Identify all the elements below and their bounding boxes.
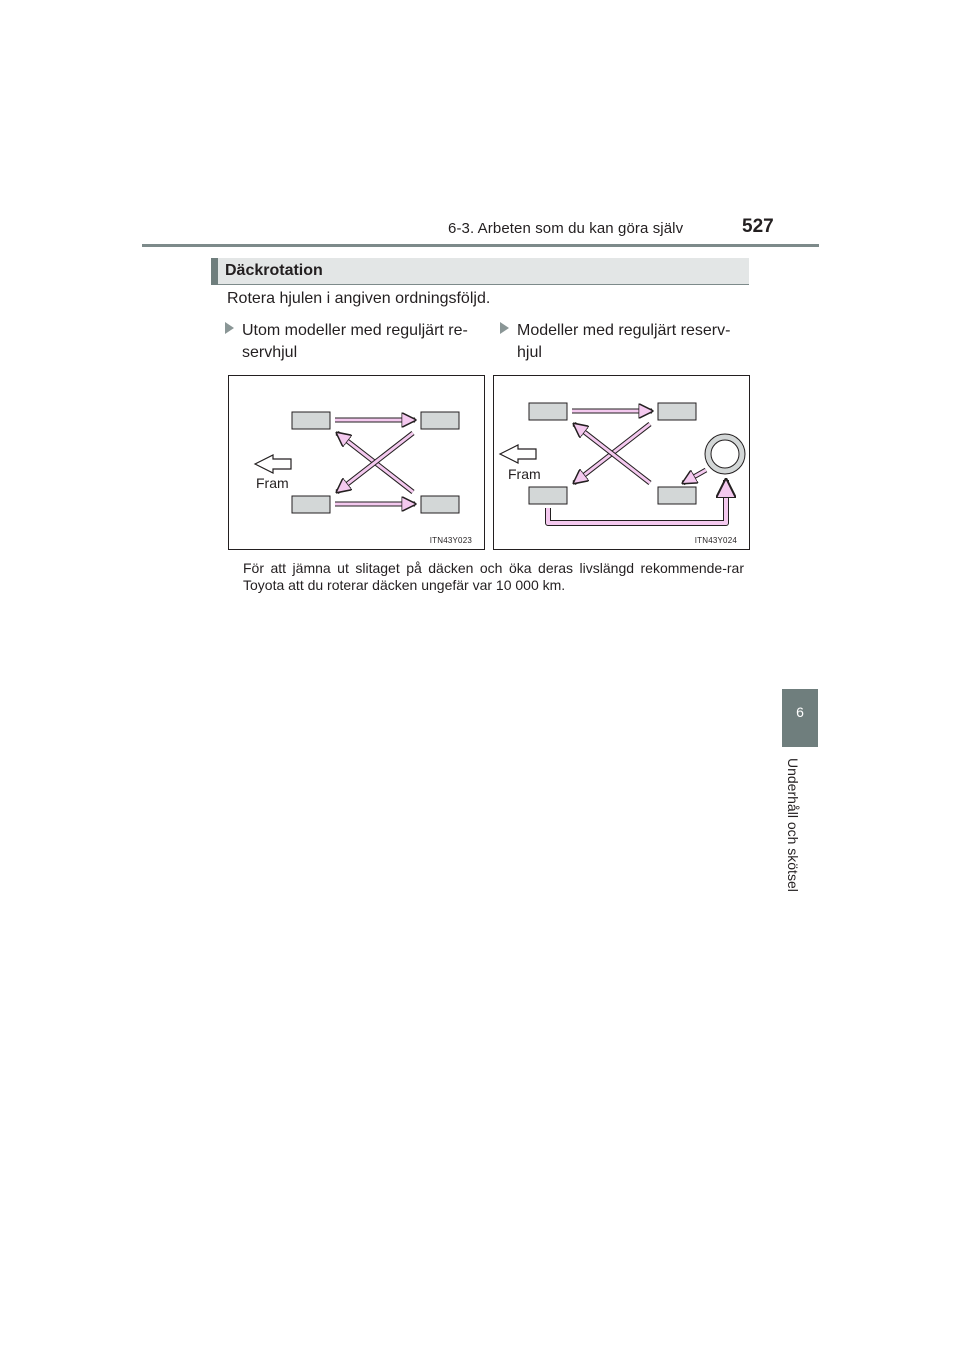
rear-left-tire (292, 496, 330, 513)
front-right-tire (421, 412, 459, 429)
rotation-diagram-with-spare (493, 375, 750, 550)
front-direction-arrow-icon (255, 455, 291, 473)
spare-wheel-icon (705, 434, 745, 474)
front-label: Fram (256, 475, 289, 491)
section-heading-marker (211, 258, 218, 285)
rotation-diagram-svg (229, 376, 486, 551)
rotation-diagram-no-spare (228, 375, 485, 550)
front-left-tire (529, 403, 567, 420)
front-right-tire (658, 403, 696, 420)
header-section-title: 6-3. Arbeten som du kan göra själv (448, 220, 684, 237)
section-title: Däckrotation (225, 262, 323, 279)
rotation-arrows (548, 411, 726, 523)
rear-left-tire (529, 487, 567, 504)
front-label: Fram (508, 466, 541, 482)
case-label-no-spare: Utom modeller med reguljärt re- servhjul (225, 320, 481, 364)
rotation-arrows (335, 420, 415, 504)
triangle-bullet-icon (225, 322, 234, 334)
rotation-caption: För att jämna ut slitaget på däcken och öka deras livslängd rekommende-rar Toyota att du roterar däcken ungefär var 10 000 km. (243, 560, 744, 593)
section-intro: Rotera hjulen i angiven ordningsföljd. (227, 290, 491, 307)
rotation-diagram-svg (494, 376, 751, 551)
rear-right-tire (658, 487, 696, 504)
rear-right-tire (421, 496, 459, 513)
page-number: 527 (742, 216, 774, 237)
chapter-title: Underhåll och skötsel (785, 758, 801, 892)
front-direction-arrow-icon (500, 445, 536, 463)
chapter-number: 6 (796, 704, 804, 720)
front-left-tire (292, 412, 330, 429)
header-divider (142, 244, 819, 247)
figure-code: ITN43Y024 (694, 536, 737, 545)
case-label-with-spare: Modeller med reguljärt reserv- hjul (500, 320, 750, 364)
triangle-bullet-icon (500, 322, 509, 334)
figure-code: ITN43Y023 (429, 536, 472, 545)
